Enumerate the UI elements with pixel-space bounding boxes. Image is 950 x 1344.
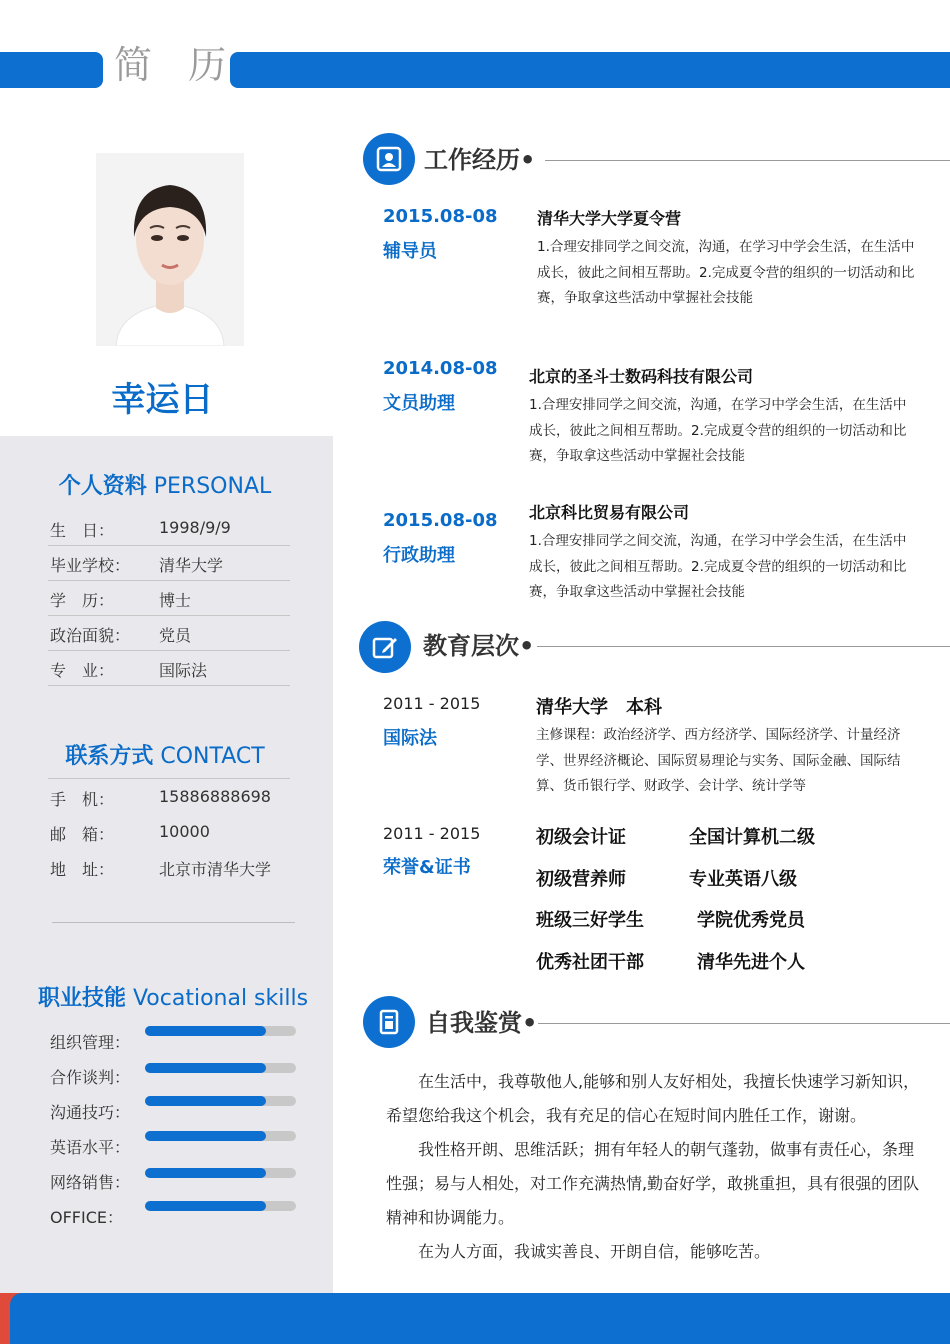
skill-bar (145, 1131, 296, 1141)
skills-title-en: Vocational skills (132, 986, 309, 1011)
info-value: 国际法 (159, 661, 208, 680)
info-value: 博士 (159, 591, 192, 610)
contact-top-rule (48, 745, 290, 779)
info-row-school (48, 545, 290, 581)
contact-title-en: CONTACT (160, 744, 265, 769)
email-value: 10000 (159, 822, 210, 841)
skill-bar (145, 1063, 296, 1073)
info-row-major (48, 650, 290, 686)
contact-row-address (48, 849, 290, 884)
info-value: 党员 (159, 626, 192, 645)
certificate: 优秀社团干部 (536, 952, 644, 973)
self-paragraph: 我性格开朗、思维活跃；拥有年轻人的朝气蓬勃，做事有责任心，条理性强；易与人相处，对工作充满热情,勤奋好学，敢挑重担，具有很强的团队精神和协调能力。 (386, 1140, 920, 1227)
work-role: 行政助理 (383, 545, 455, 566)
skill-bar (145, 1096, 296, 1106)
education-section-rule (537, 646, 950, 647)
info-key: 地 址： (50, 860, 115, 879)
skill-bar-fill (145, 1131, 266, 1141)
info-value: 1998/9/9 (159, 518, 231, 537)
work-role: 辅导员 (383, 241, 437, 262)
personal-title-en: PERSONAL (153, 474, 272, 499)
work-company: 清华大学大学夏令营 (537, 209, 682, 228)
self-paragraph: 在为人方面，我诚实善良、开朗自信，能够吃苦。 (418, 1242, 771, 1261)
self-appraisal-text (386, 1065, 920, 1269)
info-key: 专 业： (50, 661, 115, 680)
self-section-icon (363, 996, 415, 1048)
skill-bar-fill (145, 1026, 266, 1036)
skill-label: 网络销售： (50, 1173, 131, 1192)
header-bar-right (230, 52, 950, 88)
info-key: 毕业学校： (50, 556, 131, 575)
info-key: 手 机： (50, 790, 115, 809)
sidebar-divider (52, 922, 295, 923)
candidate-name: 幸运日 (111, 380, 214, 420)
phone-value: 15886888698 (159, 787, 271, 806)
info-key: 生 日： (50, 521, 115, 540)
skill-bar (145, 1026, 296, 1036)
certificate: 班级三好学生 (536, 910, 644, 931)
self-paragraph: 在生活中，我尊敬他人,能够和别人友好相处，我擅长快速学习新知识，希望您给我这个机会，我有充足的信心在短时间内胜任工作，谢谢。 (386, 1072, 920, 1125)
skill-label: 组织管理： (50, 1033, 131, 1052)
certificate: 专业英语八级 (689, 869, 797, 890)
skill-bar-fill (145, 1096, 266, 1106)
work-description: 1.合理安排同学之间交流，沟通，在学习中学会生活，在生活中成长，彼此之间相互帮助。2.完成夏令营的组织的一切活动和比赛，争取拿这些活动中掌握社会技能 (537, 239, 915, 306)
info-row-degree (48, 580, 290, 616)
work-section-rule (545, 160, 950, 161)
certificate: 清华先进个人 (697, 952, 805, 973)
info-row-politics (48, 615, 290, 651)
work-company: 北京的圣斗士数码科技有限公司 (529, 367, 754, 386)
skills-section-title (8, 981, 338, 1012)
info-row-birthday (48, 510, 290, 546)
skills-title-cn: 职业技能 (37, 986, 126, 1011)
work-description: 1.合理安排同学之间交流，沟通，在学习中学会生活，在生活中成长，彼此之间相互帮助。2.完成夏令营的组织的一切活动和比赛，争取拿这些活动中掌握社会技能 (529, 397, 907, 464)
skill-label: OFFICE： (50, 1208, 124, 1227)
certificate: 初级营养师 (536, 869, 626, 890)
work-date: 2015.08-08 (383, 510, 498, 531)
info-key: 学 历： (50, 591, 115, 610)
skill-bar-fill (145, 1063, 266, 1073)
education-section-icon (359, 621, 411, 673)
skill-bar-fill (145, 1168, 266, 1178)
skill-label: 英语水平： (50, 1138, 131, 1157)
education-years: 2011 - 2015 (383, 694, 481, 713)
profile-photo (96, 153, 244, 346)
skill-bar (145, 1168, 296, 1178)
honors-label: 荣誉&证书 (383, 857, 471, 878)
skill-bar (145, 1201, 296, 1211)
contact-row-phone (48, 779, 290, 814)
work-company: 北京科比贸易有限公司 (529, 503, 690, 522)
address-value: 北京市清华大学 (159, 860, 272, 879)
personal-section-title (0, 469, 330, 500)
resume-title: 简 历 (114, 43, 239, 87)
clipboard-icon (375, 1008, 403, 1036)
skill-bar-fill (145, 1201, 266, 1211)
skill-label: 合作谈判： (50, 1068, 131, 1087)
header-bar-left (0, 52, 103, 88)
certificate: 学院优秀党员 (697, 910, 805, 931)
self-section-title: 自我鉴赏• (426, 1009, 538, 1037)
edit-pen-icon (371, 633, 399, 661)
info-key: 邮 箱： (50, 825, 115, 844)
certificate: 初级会计证 (536, 827, 626, 848)
contact-row-email (48, 814, 290, 849)
info-value: 清华大学 (159, 556, 224, 575)
education-school: 清华大学 本科 (536, 697, 662, 718)
education-section-title: 教育层次• (423, 632, 535, 660)
work-role: 文员助理 (383, 393, 455, 414)
contact-title-cn: 联系方式 (65, 744, 154, 769)
work-section-icon (363, 133, 415, 185)
personal-title-cn: 个人资料 (58, 474, 147, 499)
education-major: 国际法 (383, 728, 437, 749)
portrait-illustration (96, 153, 244, 346)
skill-label: 沟通技巧： (50, 1103, 131, 1122)
work-description: 1.合理安排同学之间交流，沟通，在学习中学会生活，在生活中成长，彼此之间相互帮助。2.完成夏令营的组织的一切活动和比赛，争取拿这些活动中掌握社会技能 (529, 533, 907, 600)
work-date: 2014.08-08 (383, 358, 498, 379)
certificate: 全国计算机二级 (689, 827, 815, 848)
footer-bar (10, 1293, 950, 1344)
info-key: 政治面貌： (50, 626, 131, 645)
self-section-rule (538, 1023, 950, 1024)
user-card-icon (375, 145, 403, 173)
honors-years: 2011 - 2015 (383, 824, 481, 843)
work-section-title: 工作经历• (424, 146, 536, 174)
work-date: 2015.08-08 (383, 206, 498, 227)
education-courses: 主修课程：政治经济学、西方经济学、国际经济学、计量经济学、世界经济概论、国际贸易理论与实务、国际金融、国际结算、货币银行学、财政学、会计学、统计学等 (536, 727, 901, 794)
